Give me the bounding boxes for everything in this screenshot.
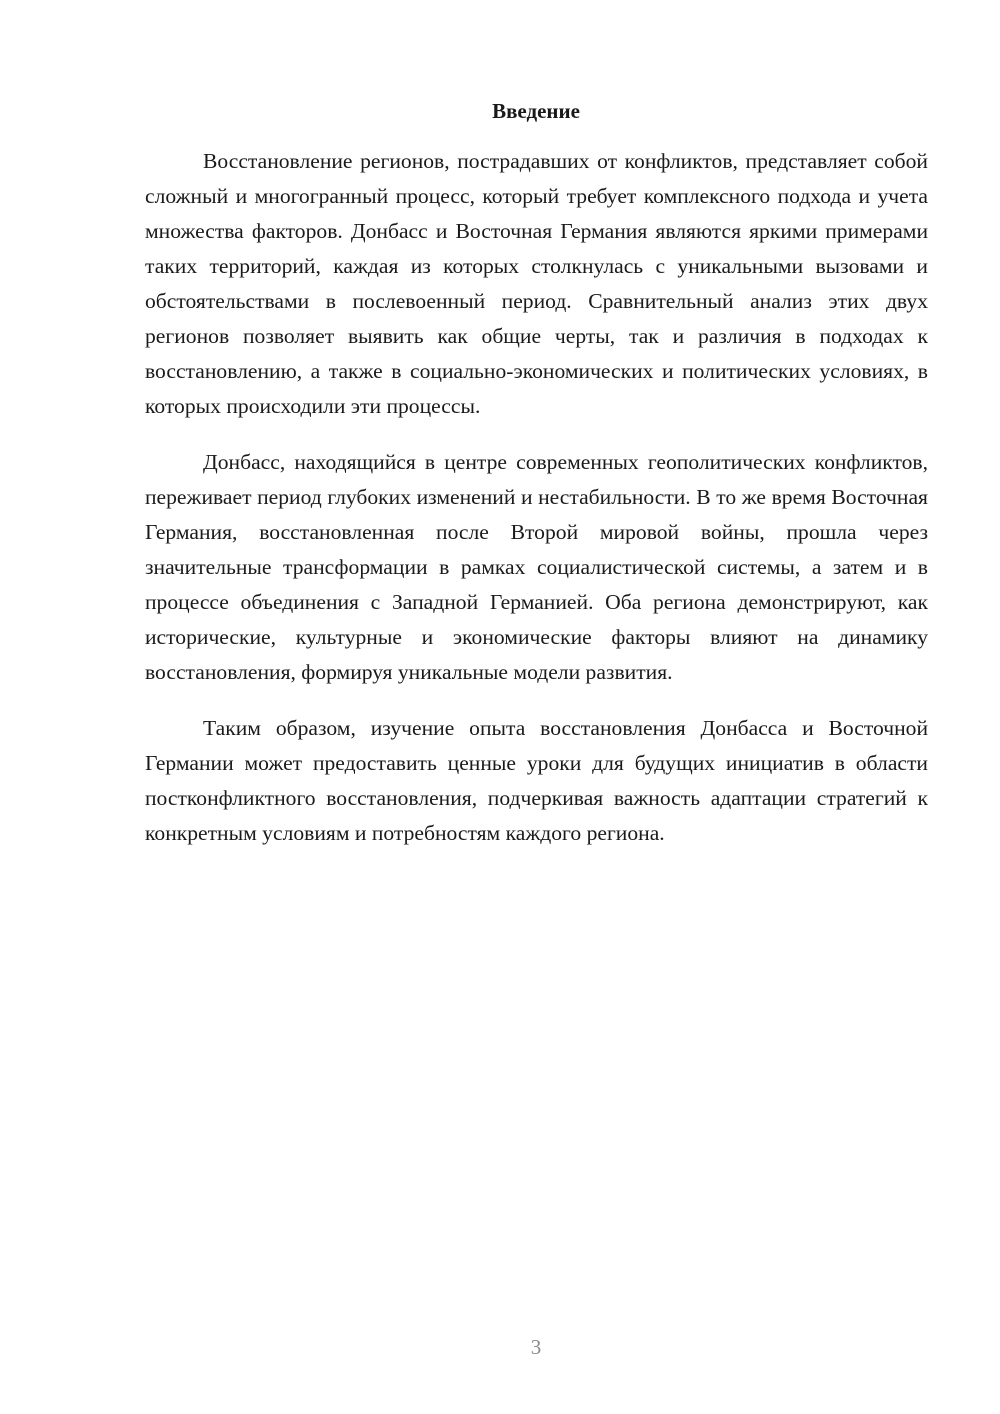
paragraph-1: Восстановление регионов, пострадавших от конфликтов, представляет собой сложный и многогранный процесс, который требует комплексного подхода и учета множества факторов. Донбасс и Восточная Германия являются яркими примерами таких территорий, каждая из которых столкнулась с уникальными вызовами и обстоятельствами в послевоенный период. Сравнительный анализ этих двух регионов позволяет выявить как общие черты, так и различия в подходах к восстановлению, а также в социально-экономических и политических условиях, в которых происходили эти процессы. [145,149,928,418]
paragraph-3: Таким образом, изучение опыта восстановления Донбасса и Восточной Германии может предоставить ценные уроки для будущих инициатив в области постконфликтного восстановления, подчеркивая важность адаптации стратегий к конкретным условиям и потребностям каждого региона. [145,716,928,845]
document-body [145,144,928,851]
page-number: 3 [530,1335,542,1359]
paragraph-2: Донбасс, находящийся в центре современных геополитических конфликтов, переживает период глубоких изменений и нестабильности. В то же время Восточная Германия, восстановленная после Второй мировой войны, прошла через значительные трансформации в рамках социалистической системы, а затем и в процессе объединения с Западной Германией. Оба региона демонстрируют, как исторические, культурные и экономические факторы влияют на динамику восстановления, формируя уникальные модели развития. [145,450,928,684]
section-heading: Введение [492,99,580,123]
